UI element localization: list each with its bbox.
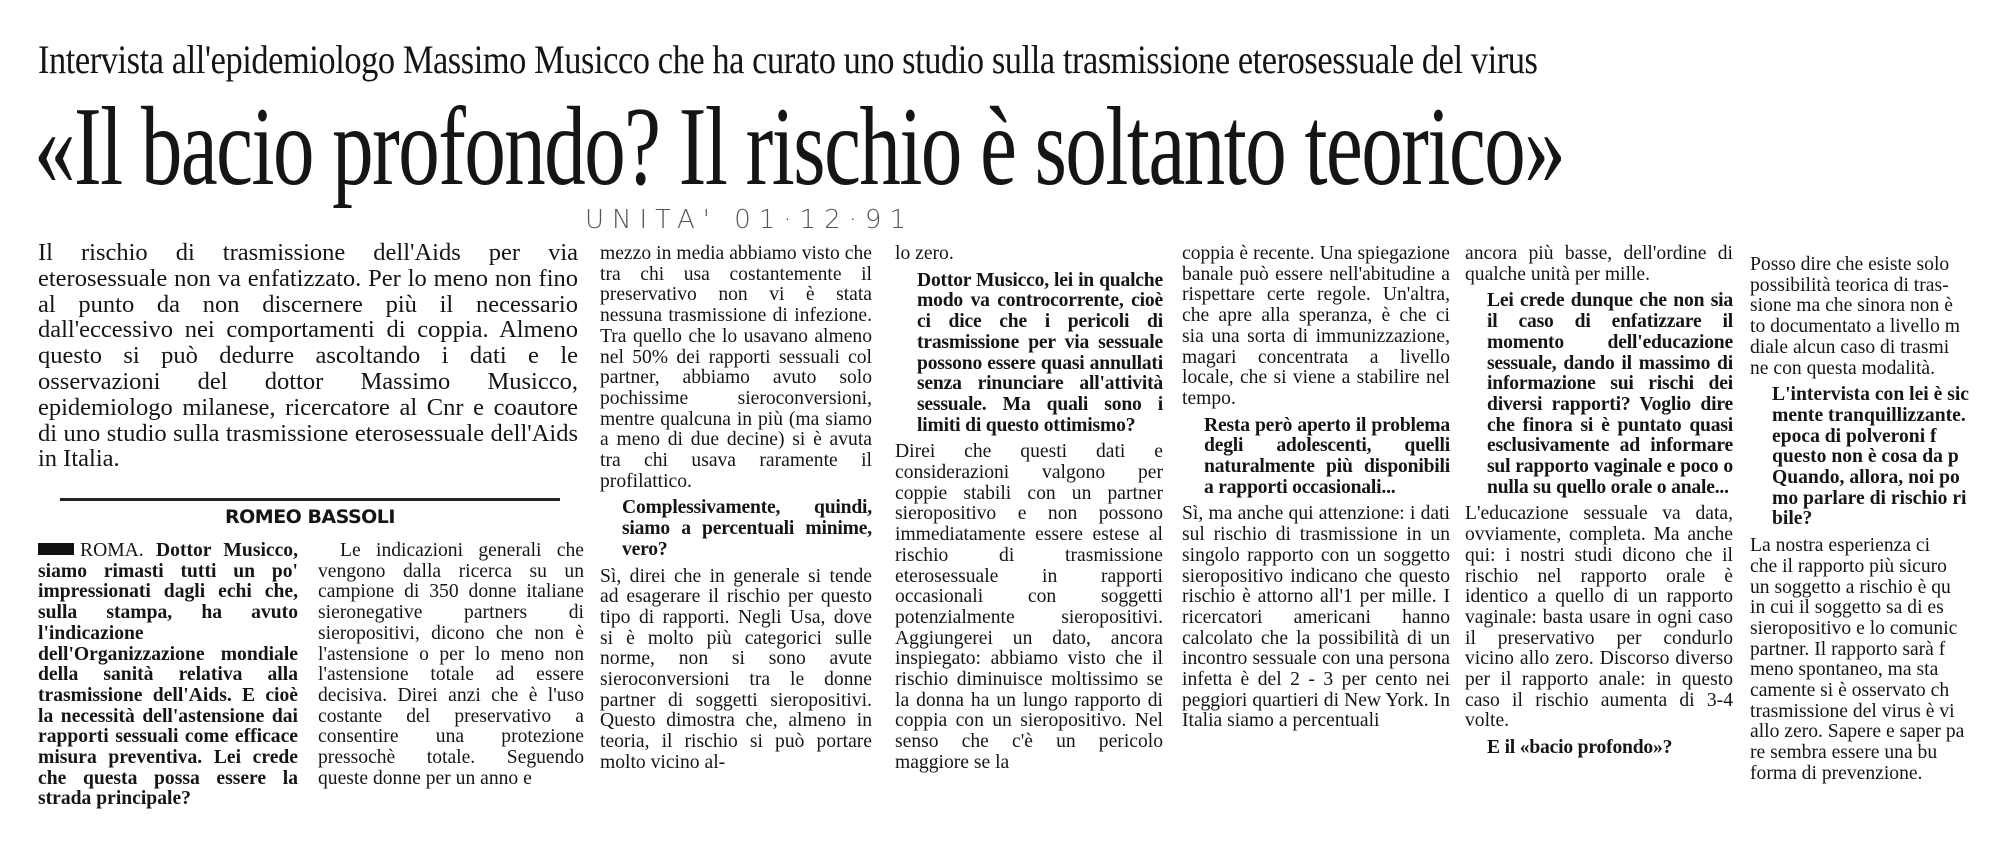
intro-paragraph [38,240,578,472]
text-line: trasmissione del virus è vi [1750,700,1955,722]
column-4 [895,244,1163,780]
text-line: mo parlare di rischio ri [1772,487,1967,509]
text-line: camente si è osservato ch [1750,680,1950,702]
text-line: epoca di polveroni f [1772,425,1937,447]
answer-paragraph: Direi che questi dati e considerazioni valgono per coppie stabili con un partner sieropositivo e non possono immediatamente essere estese al rischio di trasmissione eterosessuale in rapporti occasionali con soggetti potenzialmente sieropositivi. Aggiungerei un dato, ancora inspiegato: abbiamo visto che il rischio diminuisce moltissimo se la donna ha un lungo rapporto di coppia con un sieropositivo. Nel senso che c'è un pericolo maggiore se la [895,441,1163,773]
column-5 [1182,244,1450,738]
text-line: sieropositivo e lo comunic [1750,617,1958,639]
column-6 [1465,244,1733,765]
text-line: La nostra esperienza ci [1750,535,1931,557]
text-line: L'intervista con lei è sic [1772,384,1969,406]
answer-paragraph: Sì, ma anche qui attenzione: i dati sul rischio di trasmissione in un singolo rapporto con un soggetto sieropositivo indicano che questo rischio è attorno all'1 per mille. I ricercatori americani hanno calcolato che la possibilità di un incontro sessuale con una persona infetta è del 2 - 3 per cento nei peggiori quartieri di New York. In Italia siamo a percentuali [1182,503,1450,732]
column-7 [1750,255,2000,791]
byline: ROMEO BASSOLI [225,506,395,528]
text-line: mente tranquillizzante. [1772,404,1966,426]
question-paragraph: E il «bacio profondo»? [1487,737,1673,759]
question-paragraph: Resta però aperto il problema degli adolescenti, quelli naturalmente più disponibili a rapporti occasionali... [1204,414,1450,498]
column-3 [600,244,872,780]
text-line: un soggetto a rischio è qu [1750,576,1951,598]
answer-paragraph [1750,255,2000,379]
text-line: sione ma che sinora non è [1750,295,1953,317]
dateline: ROMA. [80,540,144,561]
byline-rule [60,498,560,501]
text-line: bile? [1772,508,1813,530]
text-line: partner. Il rapporto sarà f [1750,638,1946,660]
answer-paragraph: Sì, direi che in generale si tende ad esagerare il rischio per questo tipo di rapporti. Negli Usa, dove si è molto più categorici sulle norme, non si sono avute sieroconversioni tra le donne partner di soggetti sieropositivi. Questo dimostra che, almeno in teoria, il rischio si può portare molto vicino al- [600,565,872,773]
text-line: in cui il soggetto sa di es [1750,597,1944,619]
question-text: Dottor Musicco, siamo rimasti tutti un po' impressionati dagli echi che, sulla stampa, ha avuto l'indicazione dell'Organizzazione mondiale della sanità relativa alla trasmissione dell'Aids. E cioè la necessità dell'astensione dai rapporti sessuali come efficace misura preventiva. Lei crede che questa possa essere la strada principale? [38,540,298,810]
text-line: re sembra essere una bu [1750,742,1938,764]
answer-paragraph: coppia è recente. Una spiegazione banale può essere nell'abitudine a rispettare certe regole. Un'altra, che apre alla speranza, è che ci sia una sorta di immunizzazione, magari concentrata a livello locale, che si viene a stabilire nel tempo. [1182,243,1450,409]
text-line: Quando, allora, noi po [1772,467,1960,489]
headline: «Il bacio profondo? Il rischio è soltanto teorico» [34,85,1565,209]
text-line: Posso dire che esiste solo [1750,255,1950,275]
text-line: possibilità teorica di tras- [1750,274,1949,296]
handwritten-date-stamp: UNITA' 01·12·91 [585,205,914,235]
question-paragraph: Dottor Musicco, lei in qualche modo va controcorrente, cioè ci dice che i pericoli di trasmissione per via sessuale possono essere quasi annullati senza rinunciare all'attività sessuale. Ma quali sono i limiti di questo ottimismo? [917,269,1163,436]
text-line: ne con questa modalità. [1750,357,1935,379]
answer-paragraph: lo zero. [895,243,954,264]
answer-paragraph: mezzo in media abbiamo visto che tra chi usa costantemente il preservativo non vi è stata nessuna trasmissione di infezione. Tra quello che lo usavano almeno nel 50% dei rapporti sessuali col partner, abbiamo avuto solo pochissime sieroconversioni, mentre qualcuna in più (ma siamo a meno di due decine) si è avuta tra chi usava raramente il profilattico. [600,243,872,492]
kicker: Intervista all'epidemiologo Massimo Musicco che ha curato uno studio sulla trasmissione eterosessuale del virus [38,37,1538,82]
text-line: meno spontaneo, ma sta [1750,659,1939,681]
answer-paragraph: ancora più basse, dell'ordine di qualche unità per mille. [1465,243,1733,285]
text-line: forma di prevenzione. [1750,762,1923,784]
text-line: to documentato a livello m [1750,316,1961,338]
column-2 [318,541,584,795]
text-line: allo zero. Sapere e saper pa [1750,721,1965,743]
text-line: diale alcun caso di trasmi [1750,336,1950,358]
bullet-icon [38,543,74,555]
intro-text: Il rischio di trasmissione dell'Aids per via eterosessuale non va enfatizzato. Per lo meno non fino al punto da non discernere più il necessario dall'eccessivo nei comportamenti di coppia. Almeno questo si può dedurre ascoltando i dati e le osservazioni del dottor Massimo Musicco, epidemiologo milanese, ricercatore al Cnr e coautore di uno studio sulla trasmissione eterosessuale dell'Aids in Italia. [38,239,578,473]
text-line: questo non è cosa da p [1772,446,1959,468]
answer-paragraph: L'educazione sessuale va data, ovviamente, completa. Ma anche qui: i nostri studi dicono che il rischio nel rapporto orale è identico a quello di un rapporto vaginale: basta usare in ogni caso il preservativo per condurlo vicino allo zero. Discorso diverso per il rapporto anale: in questo caso il rischio aumenta di 3-4 volte. [1465,503,1733,732]
question-paragraph: Complessivamente, quindi, siamo a percentuali minime, vero? [622,497,872,560]
answer-paragraph: Le indicazioni generali che vengono dalla ricerca su un campione di 350 donne italiane sieronegative partners di sieropositivi, dicono che non è l'astensione o per lo meno non l'astensione totale ad essere decisiva. Direi anzi che è l'uso costante del preservativo a consentire una protezione pressochè totale. Seguendo queste donne per un anno e [318,540,584,789]
column-1 [38,541,298,816]
question-paragraph [1750,385,2000,530]
question-paragraph: Lei crede dunque che non sia il caso di enfatizzare il momento dell'educazione sessuale, dando il massimo di informazione sui rischi dei diversi rapporti? Voglio dire che finora si è puntato quasi esclusivamente ad informare sul rapporto vaginale e poco o nulla su quello orale o anale... [1487,290,1733,498]
question-paragraph [38,541,298,810]
answer-paragraph [1750,536,2000,784]
text-line: che il rapporto più sicuro [1750,555,1947,577]
